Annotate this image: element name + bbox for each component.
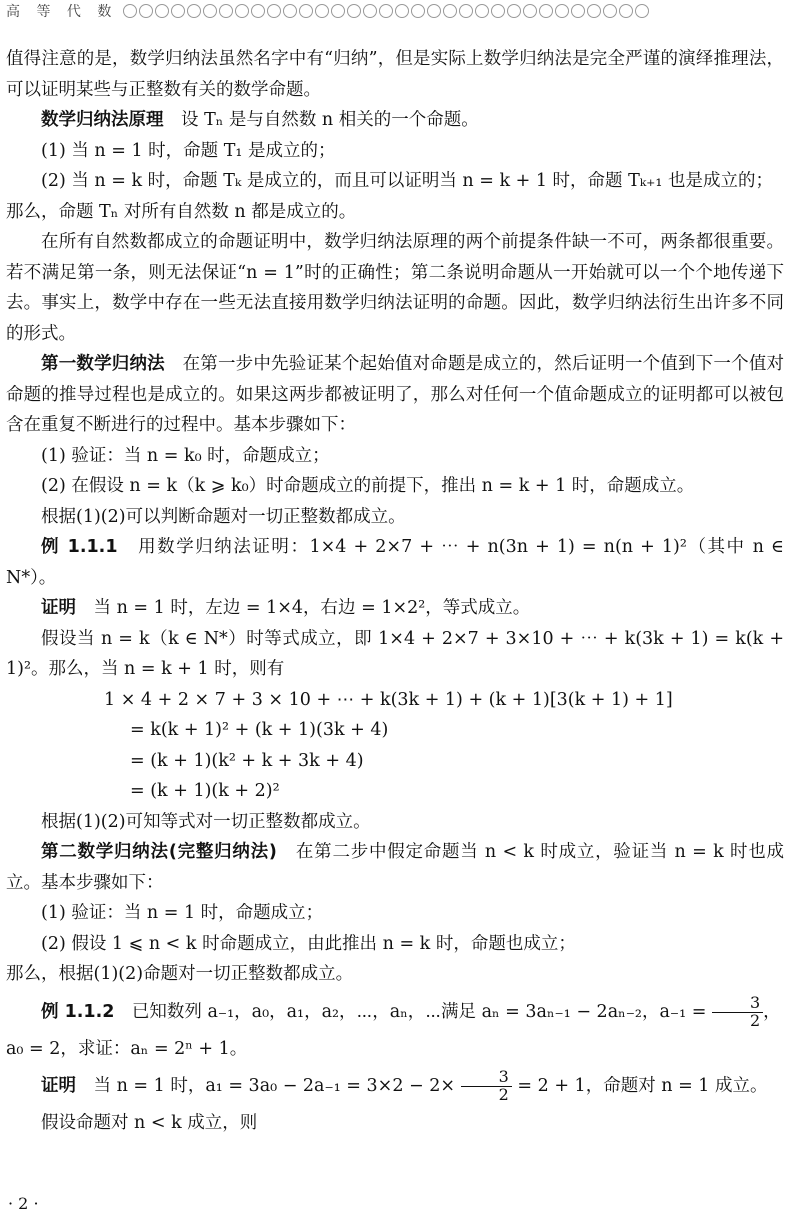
circle-icon [459, 4, 473, 18]
fraction-denominator-2: 2 [498, 1085, 509, 1104]
circle-icon [155, 4, 169, 18]
circle-icon [219, 4, 233, 18]
circle-icon [251, 4, 265, 18]
proof-label-2: 证明 [41, 1076, 76, 1096]
circle-icon [299, 4, 313, 18]
principle-conclusion: 那么，命题 Tₙ 对所有自然数 n 都是成立的。 [6, 201, 357, 222]
circle-icon [507, 4, 521, 18]
running-header [6, 0, 790, 22]
paragraph-intro: 值得注意的是，数学归纳法虽然名字中有“归纳”，但是实际上数学归纳法是完全严谨的演绎推理法，可以证明某些与正整数有关的数学命题。 [6, 49, 784, 100]
fraction-denominator: 2 [749, 1010, 761, 1030]
example-2-text: 已知数列 a₋₁，a₀，a₁，a₂，⋯，aₙ，⋯满足 aₙ = 3aₙ₋₁ − 2aₙ₋₂，a₋₁ = [131, 1001, 707, 1022]
book-title: 高 等 代 数 [6, 4, 118, 20]
example-1-label: 例 1.1.1 [41, 537, 118, 557]
circle-icon [331, 4, 345, 18]
example-2-proof-base [6, 1064, 784, 1108]
fraction-three-halves-2 [461, 1069, 512, 1104]
first-induction-paragraph [6, 349, 784, 441]
example-1-statement [6, 532, 784, 593]
principle-step-1: (1) 当 n = 1 时，命题 T₁ 是成立的； [41, 140, 336, 161]
circle-icon [539, 4, 553, 18]
example-2-line-2: a₀ = 2，求证：aₙ = 2ⁿ + 1。 [6, 1038, 248, 1059]
first-induction-title: 第一数学归纳法 [41, 354, 165, 374]
fraction-numerator: 3 [712, 995, 763, 1013]
equation-line-4: = (k + 1)(k + 2)² [130, 781, 280, 801]
circle-icon [491, 4, 505, 18]
circle-icon [379, 4, 393, 18]
second-conclusion: 那么，根据(1)(2)命题对一切正整数都成立。 [6, 964, 354, 984]
circle-icon [555, 4, 569, 18]
decorative-circle-row [123, 4, 649, 18]
circle-icon [187, 4, 201, 18]
circle-icon [171, 4, 185, 18]
page-body [6, 44, 784, 1139]
proof-label: 证明 [41, 598, 76, 618]
second-induction-paragraph [6, 837, 784, 898]
circle-icon [203, 4, 217, 18]
example-2-comma: ， [763, 1001, 781, 1022]
circle-icon [411, 4, 425, 18]
equation-line-1: 1 × 4 + 2 × 7 + 3 × 10 + ⋯ + k(3k + 1) + (k + 1)[3(k + 1) + 1] [104, 689, 673, 710]
first-induction-text: 在第一步中先验证某个起始值对命题是成立的，然后证明一个值到下一个值对命题的推导过程也是成立的。如果这两步都被证明了，那么对任何一个值命题成立的证明都可以被包含在重复不断进行的过程中。基本步骤如下： [6, 354, 785, 435]
equation-line-2: = k(k + 1)² + (k + 1)(3k + 4) [130, 720, 389, 740]
circle-icon [267, 4, 281, 18]
proof-2-text-b: = 2 + 1，命题对 n = 1 成立。 [517, 1076, 768, 1096]
second-step-1: (1) 验证：当 n = 1 时，命题成立； [41, 903, 324, 923]
principle-paragraph [6, 105, 784, 136]
principle-title: 数学归纳法原理 [41, 110, 164, 130]
circle-icon [443, 4, 457, 18]
proof-base-case: 当 n = 1 时，左边 = 1×4，右边 = 1×2²，等式成立。 [93, 598, 531, 618]
circle-icon [363, 4, 377, 18]
second-induction-title: 第二数学归纳法(完整归纳法) [41, 842, 277, 862]
fraction-numerator-2: 3 [461, 1069, 512, 1087]
example-1-proof-base [6, 593, 784, 624]
paragraph-discussion: 在所有自然数都成立的命题证明中，数学归纳法原理的两个前提条件缺一不可，两条都很重要。若不满足第一条，则无法保证“n = 1”时的正确性；第二条说明命题从一开始就可以一个个地传递下去。事实上，数学中存在一些无法直接用数学归纳法证明的命题。因此，数学归纳法衍生出许多不同的形式。 [6, 232, 784, 344]
example-2-label: 例 1.1.2 [41, 1001, 115, 1022]
principle-intro: 设 Tₙ 是与自然数 n 相关的一个命题。 [181, 110, 479, 130]
circle-icon [347, 4, 361, 18]
circle-icon [635, 4, 649, 18]
circle-icon [523, 4, 537, 18]
circle-icon [139, 4, 153, 18]
proof-2-text-a: 当 n = 1 时，a₁ = 3a₀ − 2a₋₁ = 3×2 − 2× [93, 1076, 456, 1096]
circle-icon [123, 4, 137, 18]
page-number: · 2 · [8, 1194, 39, 1213]
circle-icon [587, 4, 601, 18]
circle-icon [315, 4, 329, 18]
example-1-conclusion: 根据(1)(2)可知等式对一切正整数都成立。 [41, 811, 371, 832]
second-induction-text: 在第二步中假定命题当 n < k 时成立，验证当 n = k 时也成立。基本步骤如下： [6, 842, 785, 893]
example-2-proof-step: 假设命题对 n < k 成立，则 [41, 1113, 258, 1133]
circle-icon [427, 4, 441, 18]
circle-icon [235, 4, 249, 18]
equation-line-3: = (k + 1)(k² + k + 3k + 4) [130, 750, 364, 771]
principle-step-2: (2) 当 n = k 时，命题 Tₖ 是成立的，而且可以证明当 n = k + 1 时，命题 Tₖ₊₁ 也是成立的； [41, 171, 773, 191]
circle-icon [571, 4, 585, 18]
circle-icon [395, 4, 409, 18]
first-step-1: (1) 验证：当 n = k₀ 时，命题成立； [41, 445, 330, 466]
circle-icon [619, 4, 633, 18]
circle-icon [603, 4, 617, 18]
circle-icon [475, 4, 489, 18]
first-conclusion: 根据(1)(2)可以判断命题对一切正整数都成立。 [41, 506, 406, 527]
example-2-statement [6, 990, 784, 1034]
example-1-text: 用数学归纳法证明：1×4 + 2×7 + ⋯ + n(3n + 1) = n(n + 1)²（其中 n ∈ N*）。 [6, 537, 785, 588]
circle-icon [283, 4, 297, 18]
second-step-2: (2) 假设 1 ⩽ n < k 时命题成立，由此推出 n = k 时，命题也成立； [41, 933, 576, 954]
first-step-2: (2) 在假设 n = k（k ⩾ k₀）时命题成立的前提下，推出 n = k + 1 时，命题成立。 [41, 476, 695, 496]
example-1-proof-step: 假设当 n = k（k ∈ N*）时等式成立，即 1×4 + 2×7 + 3×10 + ⋯ + k(3k + 1) = k(k + 1)²。那么，当 n = k + 1 时，则有 [6, 628, 784, 679]
fraction-three-halves [712, 992, 763, 1030]
